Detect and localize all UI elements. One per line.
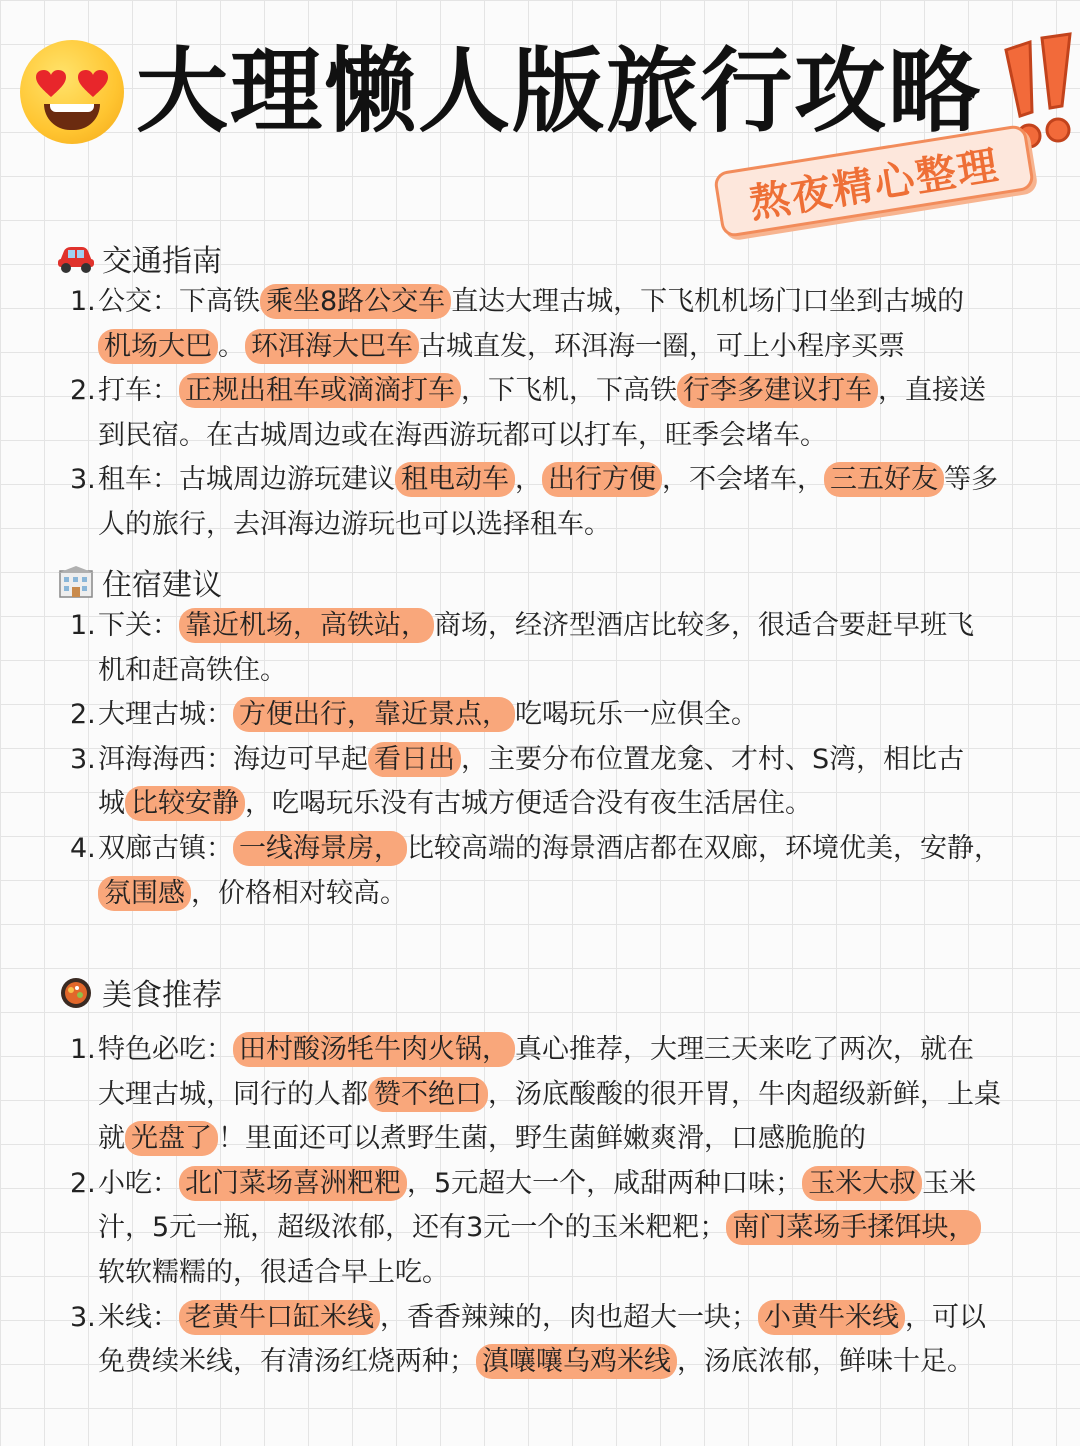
list-item — [56, 693, 1056, 738]
item-number: 1. — [70, 610, 96, 641]
section-header — [56, 560, 1056, 604]
highlighted-text: 环洱海大巴车 — [245, 329, 419, 364]
item-line — [98, 414, 1056, 459]
item-number: 4. — [70, 832, 96, 864]
body-text: ，吃喝玩乐没有古城方便适合没有夜生活居住。 — [245, 788, 812, 820]
page-title: 大理懒人版旅行攻略 — [136, 38, 983, 145]
list-item — [56, 604, 1056, 693]
highlighted-text: 南门菜场手揉饵块， — [726, 1210, 981, 1245]
body-text: 大理古城： — [98, 699, 233, 731]
highlighted-text: 滇嚷嚷乌鸡米线 — [476, 1344, 677, 1379]
body-text: 商场，经济型酒店比较多，很适合要赶早班飞 — [434, 610, 974, 641]
list-item — [56, 827, 1056, 916]
title-area — [18, 28, 1068, 158]
body-text: 人的旅行，去洱海边游玩也可以选择租车。 — [98, 508, 611, 540]
section-header — [56, 236, 1056, 280]
car-icon — [56, 241, 96, 275]
item-line — [98, 782, 1056, 827]
item-line — [98, 1028, 1056, 1073]
item-line — [98, 280, 1056, 325]
item-line — [98, 827, 1056, 872]
body-text: ， — [515, 464, 542, 496]
body-text: 到民宿。在古城周边或在海西游玩都可以打车，旺季会堵车。 — [98, 419, 827, 451]
body-text: ，汤底浓郁，鲜味十足。 — [677, 1346, 974, 1378]
hotel-icon — [56, 565, 96, 599]
highlighted-text: 方便出行，靠近景点， — [233, 697, 515, 732]
list-item — [56, 1296, 1056, 1385]
body-text: ，香香辣辣的，肉也超大一块； — [380, 1301, 758, 1333]
item-line — [98, 369, 1056, 414]
list-item — [56, 1028, 1056, 1162]
section-lodging — [56, 560, 1056, 916]
item-number: 2. — [70, 699, 96, 731]
body-text: 等多 — [944, 464, 998, 496]
body-text: 洱海海西：海边可早起 — [98, 743, 368, 775]
highlighted-text: 小黄牛米线 — [758, 1300, 905, 1335]
body-text: ，主要分布位置龙龛、才村、S湾，相比古 — [461, 743, 965, 775]
body-text: 汁，5元一瓶，超级浓郁，还有3元一个的玉米粑粑； — [98, 1212, 727, 1244]
item-line — [98, 503, 1056, 548]
item-line — [98, 1073, 1056, 1118]
body-text: 大理古城，同行的人都 — [98, 1078, 368, 1110]
body-text: 吃喝玩乐一应俱全。 — [515, 699, 758, 731]
body-text: 免费续米线，有清汤红烧两种； — [98, 1346, 476, 1378]
highlighted-text: 玉米大叔 — [802, 1166, 922, 1201]
body-text: 。 — [218, 330, 245, 362]
body-text: 就 — [98, 1123, 125, 1155]
hotpot-icon — [56, 975, 96, 1009]
highlighted-text: 光盘了 — [125, 1121, 218, 1156]
body-text: 打车： — [98, 375, 179, 407]
item-line — [98, 325, 1056, 370]
item-number: 3. — [70, 1301, 96, 1333]
body-text: 机和赶高铁住。 — [98, 654, 287, 686]
item-line — [98, 872, 1056, 917]
highlighted-text: 一线海景房， — [233, 831, 407, 866]
body-text: 软软糯糯的，很适合早上吃。 — [98, 1256, 449, 1288]
highlighted-text: 看日出 — [368, 742, 461, 777]
smiling-face-with-heart-eyes-icon — [20, 40, 124, 144]
section-food — [56, 970, 1056, 1385]
highlighted-text: 靠近机场，高铁站， — [179, 608, 434, 643]
body-text: 双廊古镇： — [98, 832, 233, 864]
body-text: 公交： — [98, 286, 179, 317]
body-text: 古城直发，环洱海一圈，可上小程序买票 — [419, 330, 905, 362]
highlighted-text: 氛围感 — [98, 876, 191, 911]
item-number: 2. — [70, 1167, 96, 1199]
body-text: 米线： — [98, 1301, 179, 1333]
body-text: 城 — [98, 788, 125, 820]
list-item — [56, 738, 1056, 827]
list-item — [56, 1162, 1056, 1296]
body-text: ，下飞机，下高铁 — [461, 375, 677, 407]
item-line — [98, 1251, 1056, 1296]
highlighted-text: 乘坐8路公交车 — [260, 284, 451, 319]
body-text: 小吃： — [98, 1167, 179, 1199]
section-transport — [56, 236, 1056, 548]
body-text: ，汤底酸酸的很开胃，牛肉超级新鲜，上桌 — [488, 1078, 1001, 1110]
item-line — [98, 738, 1056, 783]
body-text: ，不会堵车， — [662, 464, 824, 496]
body-text: 直达大理古城，下飞机机场门口坐到古城的 — [451, 286, 965, 317]
body-text: 租车：古城周边游玩建议 — [98, 464, 395, 496]
body-text: 真心推荐，大理三天来吃了两次，就在 — [515, 1034, 974, 1065]
body-text: 下高铁 — [179, 286, 260, 317]
highlighted-text: 租电动车 — [395, 462, 515, 497]
item-number: 3. — [70, 464, 96, 496]
highlighted-text: 出行方便 — [542, 462, 662, 497]
body-text: ，5元超大一个，咸甜两种口味； — [407, 1167, 803, 1199]
item-line — [98, 604, 1056, 649]
body-text: 玉米 — [922, 1167, 977, 1199]
item-line — [98, 1162, 1056, 1207]
list-item — [56, 369, 1056, 458]
body-text: 特色必吃： — [98, 1034, 233, 1065]
highlighted-text: 田村酸汤牦牛肉火锅， — [233, 1032, 515, 1067]
item-number: 2. — [70, 375, 96, 407]
highlighted-text: 三五好友 — [824, 462, 944, 497]
list-item — [56, 280, 1056, 369]
highlighted-text: 老黄牛口缸米线 — [179, 1300, 380, 1335]
item-line — [98, 1296, 1056, 1341]
item-line — [98, 458, 1056, 503]
item-line — [98, 1340, 1056, 1385]
body-text: ，价格相对较高。 — [191, 877, 407, 909]
item-number: 3. — [70, 743, 96, 775]
highlighted-text: 北门菜场喜洲粑粑 — [179, 1166, 407, 1201]
body-text: 下关： — [98, 610, 179, 641]
section-title: 美食推荐 — [102, 978, 222, 1013]
section-header — [56, 970, 1056, 1014]
highlighted-text: 正规出租车或滴滴打车 — [179, 373, 461, 408]
highlighted-text: 比较安静 — [125, 786, 245, 821]
item-line — [98, 693, 1056, 738]
highlighted-text: 赞不绝口 — [368, 1077, 488, 1112]
body-text: 比较高端的海景酒店都在双廊，环境优美，安静， — [407, 832, 1001, 864]
body-text: ，可以 — [905, 1301, 986, 1333]
section-title: 交通指南 — [102, 244, 222, 279]
section-title: 住宿建议 — [102, 568, 222, 603]
item-number: 1. — [70, 286, 96, 317]
item-number: 1. — [70, 1034, 96, 1065]
body-text: ！里面还可以煮野生菌，野生菌鲜嫩爽滑，口感脆脆的 — [218, 1123, 866, 1155]
item-line — [98, 1117, 1056, 1162]
highlighted-text: 机场大巴 — [98, 329, 218, 364]
item-line — [98, 1206, 1056, 1251]
subtitle-stamp: 熬夜精心整理 — [713, 124, 1035, 239]
highlighted-text: 行李多建议打车 — [677, 373, 878, 408]
list-item — [56, 458, 1056, 547]
body-text: ，直接送 — [878, 375, 986, 407]
item-line — [98, 649, 1056, 694]
